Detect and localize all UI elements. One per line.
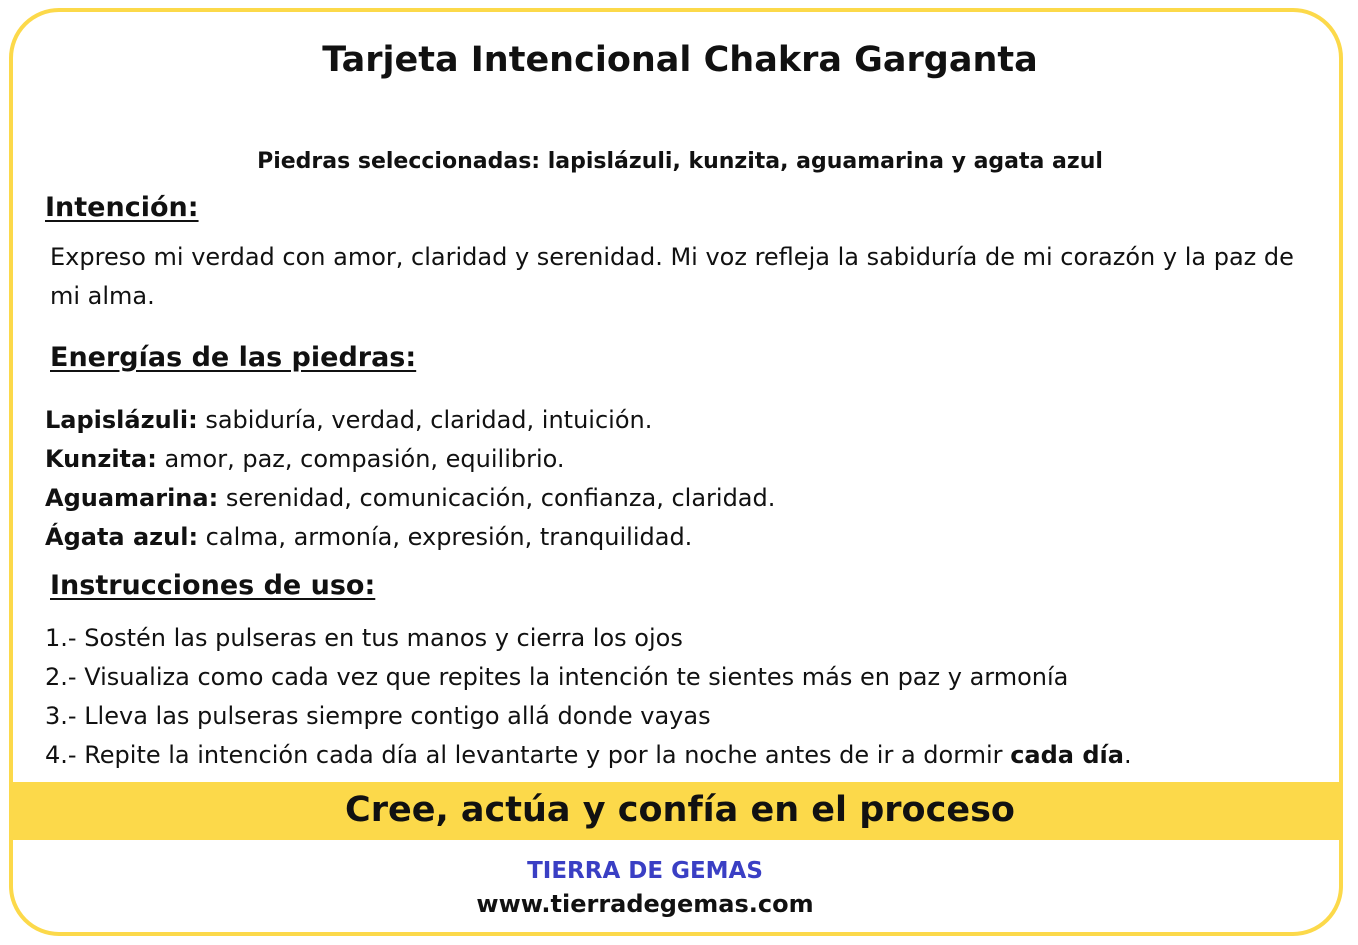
instruction-item (45, 736, 1132, 775)
intention-heading: Intención: (45, 192, 199, 223)
instruction-text: 4.- Repite la intención cada día al levantarte y por la noche antes de ir a dormir (45, 741, 1011, 769)
stone-name: Lapislázuli: (45, 406, 198, 434)
stone-name: Kunzita: (45, 445, 157, 473)
instruction-item: 1.- Sostén las pulseras en tus manos y cierra los ojos (45, 624, 683, 652)
instruction-item: 2.- Visualiza como cada vez que repites la intención te sientes más en paz y armonía (45, 663, 1069, 691)
selected-stones: Piedras seleccionadas: lapislázuli, kunzita, aguamarina y agata azul (257, 149, 1103, 174)
brand-logo-text: TIERRA DE GEMAS (527, 858, 763, 884)
intention-text: Expreso mi verdad con amor, claridad y serenidad. Mi voz refleja la sabiduría de mi corazón y la paz de mi alma. (50, 243, 1294, 310)
energy-item-kunzita (45, 440, 775, 479)
energies-heading: Energías de las piedras: (50, 342, 417, 373)
stone-desc: amor, paz, compasión, equilibrio. (156, 445, 565, 473)
stone-desc: serenidad, comunicación, confianza, claridad. (218, 484, 776, 512)
stone-desc: calma, armonía, expresión, tranquilidad. (198, 523, 693, 551)
stone-name: Ágata azul: (45, 523, 199, 551)
card-title: Tarjeta Intencional Chakra Garganta (322, 40, 1038, 80)
stone-desc: sabiduría, verdad, claridad, intuición. (197, 406, 653, 434)
instructions-heading: Instrucciones de uso: (50, 570, 376, 601)
instruction-emphasis: cada día (1010, 741, 1124, 769)
intention-card (9, 8, 1343, 936)
motto-text: Cree, actúa y confía en el proceso (345, 790, 1015, 830)
instructions-list (45, 619, 1132, 775)
instruction-item: 3.- Lleva las pulseras siempre contigo allá donde vayas (45, 702, 711, 730)
stone-name: Aguamarina: (45, 484, 219, 512)
energies-list (45, 401, 775, 557)
energy-item-lapislazuli (45, 401, 775, 440)
energy-item-aguamarina (45, 479, 775, 518)
website-link[interactable]: www.tierradegemas.com (476, 890, 814, 918)
motto-banner (13, 782, 1343, 840)
energy-item-agata-azul (45, 518, 775, 557)
instruction-end: . (1123, 741, 1132, 769)
